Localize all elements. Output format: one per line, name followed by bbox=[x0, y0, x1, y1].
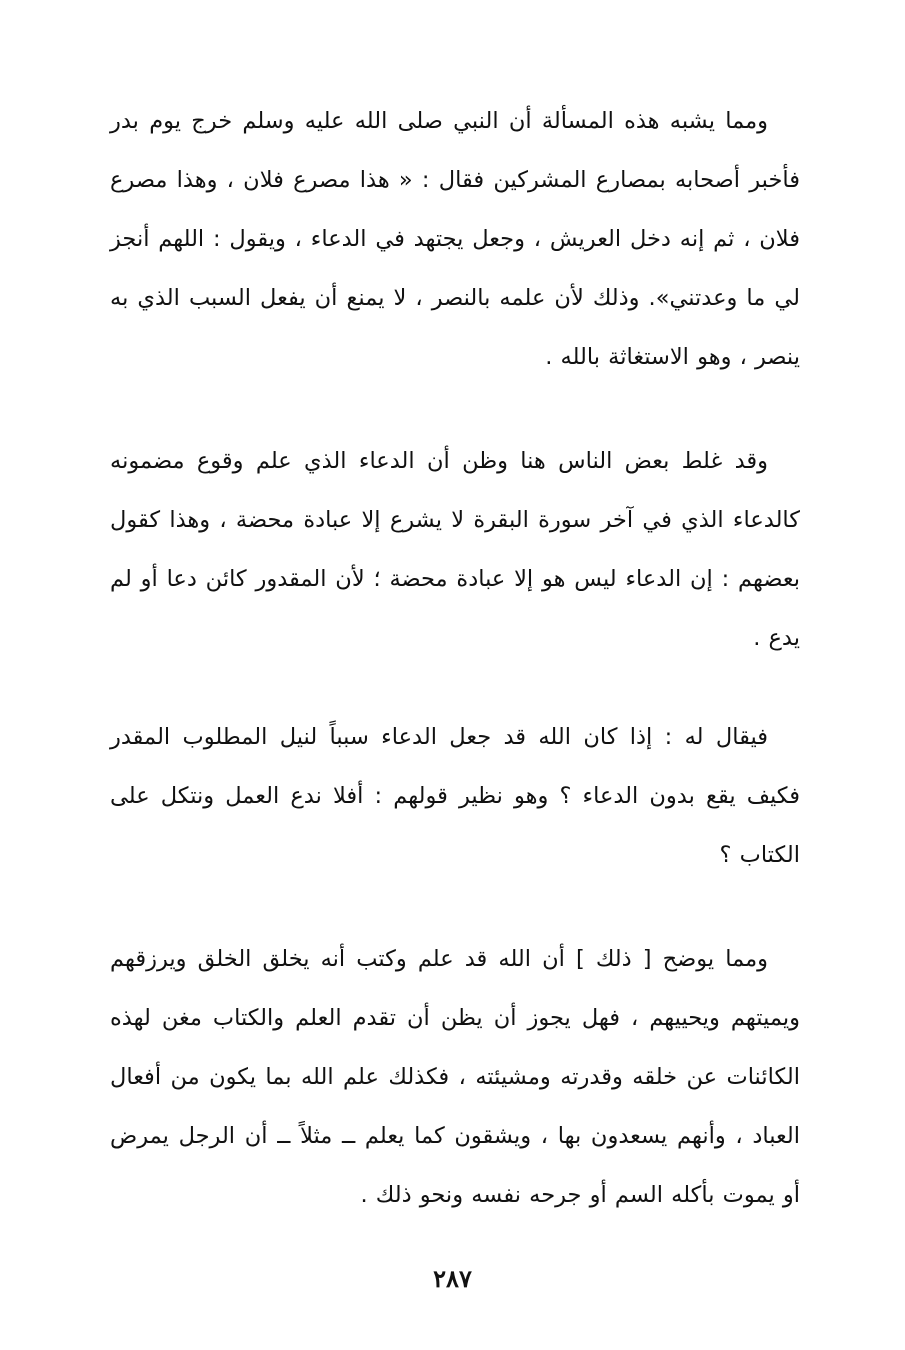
paragraph-text: فيقال له : إذا كان الله قد جعل الدعاء سبباً لنيل المطلوب المقدر فكيف يقع بدون الدعاء ؟ وهو نظير قولهم : أفلا ندع العمل ونتكل على الكتاب ؟ bbox=[110, 724, 800, 868]
paragraph-text: وقد غلط بعض الناس هنا وظن أن الدعاء الذي علم وقوع مضمونه كالدعاء الذي في آخر سورة البقرة لا يشرع إلا عبادة محضة ، وهذا كقول بعضهم : إن الدعاء ليس هو إلا عبادة محضة ؛ لأن المقدور كائن دعا أو لم يدع . bbox=[110, 448, 800, 651]
paragraph-text: ومما يشبه هذه المسألة أن النبي صلى الله عليه وسلم خرج يوم بدر فأخبر أصحابه بمصارع المشركين فقال : « هذا مصرع فلان ، وهذا مصرع فلان ، ثم إنه دخل العريش ، وجعل يجتهد في الدعاء ، ويقول : اللهم أنجز لي ما وعدتني». وذلك لأن علمه بالنصر ، لا يمنع أن يفعل السبب الذي به ينصر ، وهو الاستغاثة بالله . bbox=[110, 108, 800, 370]
paragraph-clarification bbox=[110, 930, 800, 1225]
paragraph-text: ومما يوضح [ ذلك ] أن الله قد علم وكتب أنه يخلق الخلق ويرزقهم ويميتهم ويحييهم ، فهل يجوز أن يظن أن تقدم العلم والكتاب مغن لهذه الكائنات عن خلقه وقدرته ومشيئته ، فكذلك علم الله بما يكون من أفعال العباد ، وأنهم يسعدون بها ، ويشقون كما يعلم ــ مثلاً ــ أن الرجل يمرض أو يموت بأكله السم أو جرحه نفسه ونحو ذلك . bbox=[110, 946, 800, 1208]
paragraph-badr-supplication bbox=[110, 92, 800, 387]
paragraph-mistaken-view bbox=[110, 432, 800, 668]
paragraph-reply bbox=[110, 708, 800, 885]
page-number: ٢٨٧ bbox=[433, 1264, 472, 1293]
